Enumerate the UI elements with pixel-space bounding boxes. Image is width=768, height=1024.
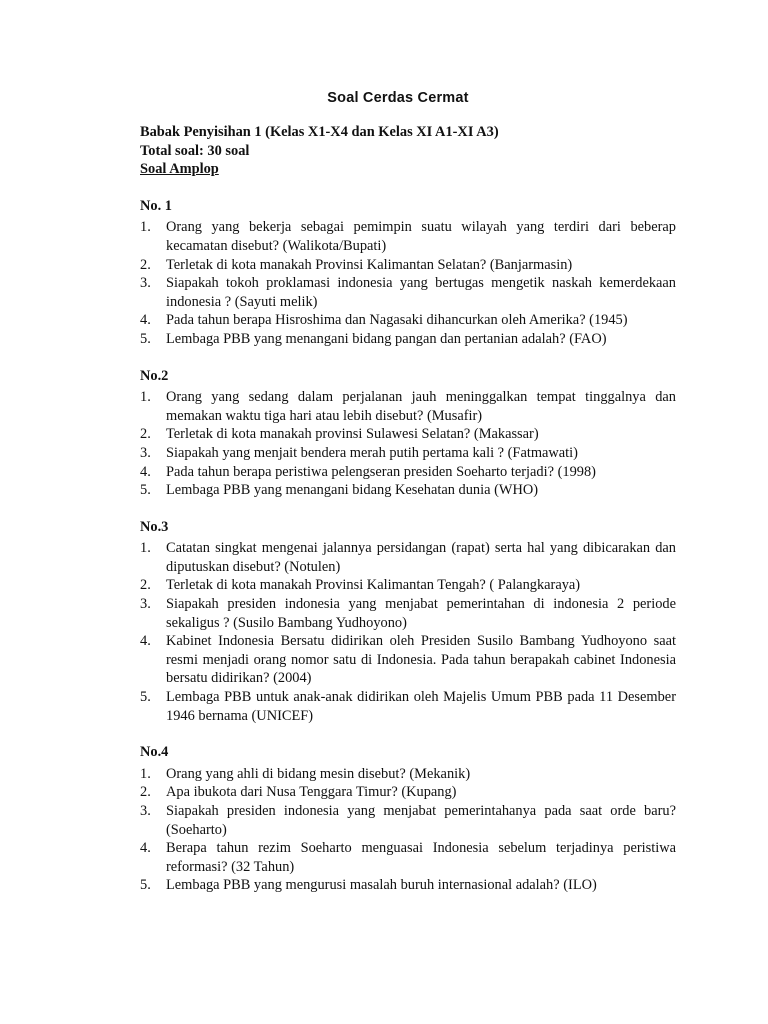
question-number: 4.: [140, 840, 151, 857]
question-number: 4.: [140, 463, 151, 480]
question-item: [140, 688, 676, 725]
question-text: Orang yang sedang dalam perjalanan jauh meninggalkan tempat tinggalnya dan memakan waktu tiga hari atau lebih disebut? (Musafir): [166, 389, 676, 424]
section-title: No.3: [140, 518, 169, 535]
question-item: [140, 576, 676, 595]
question-number: 1.: [140, 219, 151, 236]
question-section: [140, 518, 676, 726]
question-item: [140, 218, 676, 255]
section-title: No. 1: [140, 197, 172, 214]
question-text: Orang yang bekerja sebagai pemimpin suatu wilayah yang terdiri dari beberap kecamatan disebut? (Walikota/Bupati): [166, 219, 676, 254]
question-item: [140, 539, 676, 576]
question-number: 2.: [140, 577, 151, 594]
question-number: 1.: [140, 389, 151, 406]
question-text: Catatan singkat mengenai jalannya persidangan (rapat) serta hal yang dibicarakan dan diputuskan disebut? (Notulen): [166, 540, 676, 575]
question-item: [140, 425, 676, 444]
question-number: 2.: [140, 256, 151, 273]
question-list: [140, 218, 676, 348]
total-questions: Total soal: 30 soal: [140, 142, 250, 159]
question-item: [140, 388, 676, 425]
question-number: 5.: [140, 689, 151, 706]
question-section: [140, 197, 676, 349]
question-text: Lembaga PBB yang mengurusi masalah buruh internasional adalah? (ILO): [166, 877, 597, 894]
question-text: Siapakah yang menjait bendera merah putih pertama kali ? (Fatmawati): [166, 444, 578, 461]
section-title: No.4: [140, 744, 169, 761]
question-item: [140, 802, 676, 839]
question-item: [140, 274, 676, 311]
question-item: [140, 839, 676, 876]
question-type-heading: Soal Amplop: [140, 161, 219, 178]
question-text: Siapakah tokoh proklamasi indonesia yang bertugas mengetik naskah kemerdekaan indonesia ? (Sayuti melik): [166, 275, 676, 310]
question-text: Pada tahun berapa Hisroshima dan Nagasaki dihancurkan oleh Amerika? (1945): [166, 312, 628, 329]
question-item: [140, 876, 676, 895]
question-text: Pada tahun berapa peristiwa pelengseran presiden Soeharto terjadi? (1998): [166, 463, 596, 480]
question-text: Lembaga PBB yang menangani bidang pangan dan pertanian adalah? (FAO): [166, 330, 607, 347]
question-number: 4.: [140, 633, 151, 650]
question-number: 3.: [140, 596, 151, 613]
question-text: Kabinet Indonesia Bersatu didirikan oleh Presiden Susilo Bambang Yudhoyono saat resmi menjadi orang nomor satu di Indonesia. Pada tahun berapakah cabinet Indonesia bersatu didirikan? (2004): [166, 633, 676, 687]
question-number: 3.: [140, 275, 151, 292]
question-number: 4.: [140, 312, 151, 329]
question-text: Orang yang ahli di bidang mesin disebut? (Mekanik): [166, 765, 471, 782]
question-number: 2.: [140, 426, 151, 443]
question-item: [140, 311, 676, 330]
question-list: [140, 765, 676, 895]
question-section: [140, 367, 676, 500]
question-item: [140, 632, 676, 688]
question-text: Siapakah presiden indonesia yang menjabat pemerintahanya pada saat orde baru? (Soeharto): [166, 803, 676, 838]
question-number: 1.: [140, 765, 151, 782]
question-item: [140, 330, 676, 349]
question-text: Terletak di kota manakah Provinsi Kalimantan Tengah? ( Palangkaraya): [166, 577, 581, 594]
question-text: Terletak di kota manakah provinsi Sulawesi Selatan? (Makassar): [166, 426, 539, 443]
question-list: [140, 539, 676, 725]
question-number: 3.: [140, 803, 151, 819]
question-number: 5.: [140, 330, 151, 347]
question-item: [140, 481, 676, 500]
question-item: [140, 444, 676, 463]
question-item: [140, 595, 676, 632]
round-heading: Babak Penyisihan 1 (Kelas X1-X4 dan Kelas XI A1-XI A3): [140, 124, 499, 140]
question-number: 5.: [140, 877, 151, 894]
document-body: [140, 123, 676, 895]
question-number: 2.: [140, 784, 151, 801]
question-number: 1.: [140, 540, 151, 557]
question-list: [140, 388, 676, 500]
question-item: [140, 765, 676, 784]
question-text: Lembaga PBB yang menangani bidang Kesehatan dunia (WHO): [166, 482, 539, 499]
document-title: Soal Cerdas Cermat: [327, 90, 469, 106]
question-item: [140, 256, 676, 275]
question-text: Terletak di kota manakah Provinsi Kalimantan Selatan? (Banjarmasin): [166, 256, 573, 273]
question-text: Lembaga PBB untuk anak-anak didirikan oleh Majelis Umum PBB pada 11 Desember 1946 bernama (UNICEF): [166, 689, 676, 724]
question-text: Berapa tahun rezim Soeharto menguasai Indonesia sebelum terjadinya peristiwa reformasi? (32 Tahun): [166, 840, 676, 875]
section-title: No.2: [140, 367, 169, 384]
question-section: [140, 743, 676, 895]
question-text: Siapakah presiden indonesia yang menjabat pemerintahan di indonesia 2 periode sekaligus ? (Susilo Bambang Yudhoyono): [166, 596, 676, 631]
question-text: Apa ibukota dari Nusa Tenggara Timur? (Kupang): [166, 784, 457, 801]
question-sections: [140, 197, 676, 895]
question-number: 5.: [140, 482, 151, 499]
question-item: [140, 783, 676, 802]
question-item: [140, 463, 676, 482]
question-number: 3.: [140, 444, 151, 461]
